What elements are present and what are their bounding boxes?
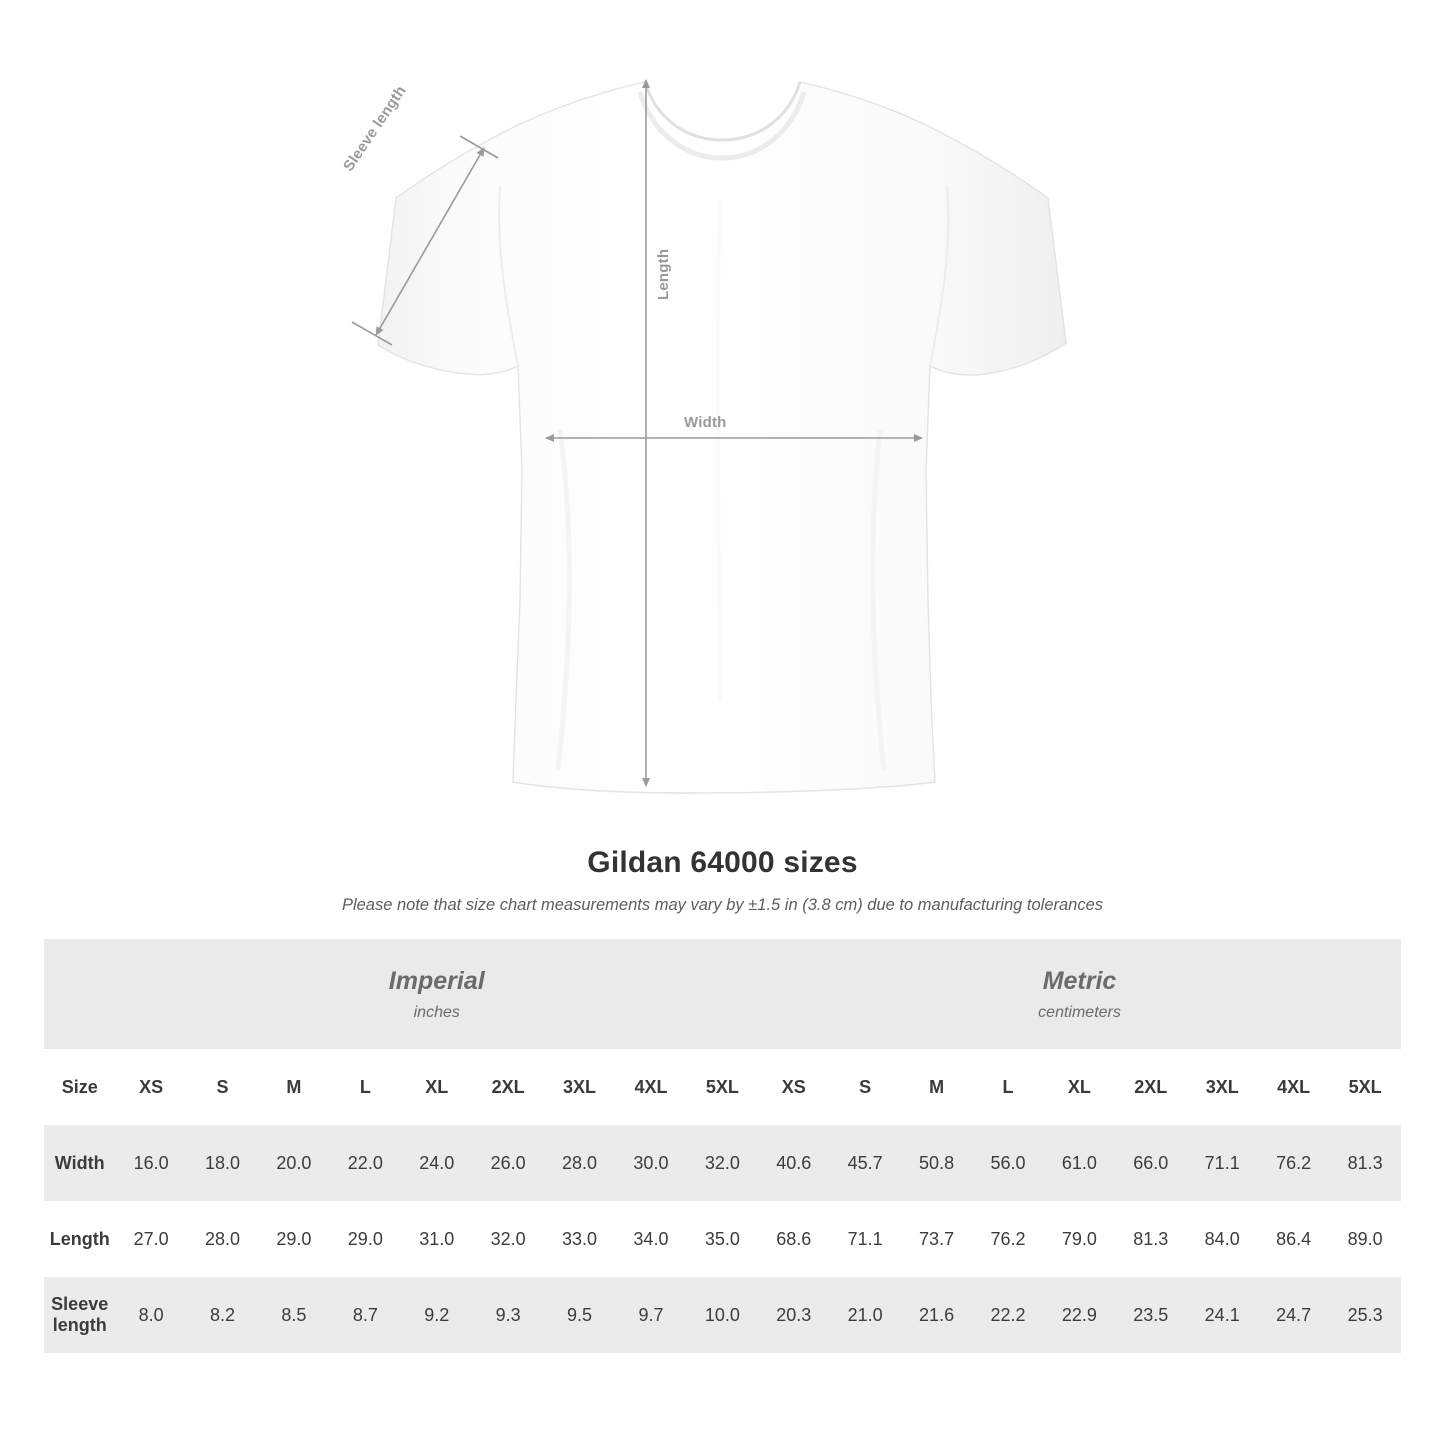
size-col-16: 4XL (1258, 1049, 1329, 1125)
cell-length-8: 35.0 (687, 1201, 758, 1277)
size-col-3: L (330, 1049, 401, 1125)
cell-sleeve-7: 9.7 (615, 1277, 686, 1353)
cell-sleeve-14: 23.5 (1115, 1277, 1186, 1353)
cell-length-2: 29.0 (258, 1201, 329, 1277)
cell-width-1: 18.0 (187, 1125, 258, 1201)
cell-length-16: 86.4 (1258, 1201, 1329, 1277)
cell-sleeve-15: 24.1 (1187, 1277, 1258, 1353)
size-col-9: XS (758, 1049, 829, 1125)
cell-width-10: 45.7 (829, 1125, 900, 1201)
cell-sleeve-11: 21.6 (901, 1277, 972, 1353)
cell-length-6: 33.0 (544, 1201, 615, 1277)
unit-group-imperial (115, 939, 758, 1049)
size-col-12: L (972, 1049, 1043, 1125)
cell-length-1: 28.0 (187, 1201, 258, 1277)
size-col-10: S (829, 1049, 900, 1125)
row-header-width: Width (44, 1125, 115, 1201)
cell-length-13: 79.0 (1044, 1201, 1115, 1277)
size-col-1: S (187, 1049, 258, 1125)
cell-sleeve-8: 10.0 (687, 1277, 758, 1353)
cell-length-15: 84.0 (1187, 1201, 1258, 1277)
cell-width-3: 22.0 (330, 1125, 401, 1201)
cell-width-14: 66.0 (1115, 1125, 1186, 1201)
cell-width-8: 32.0 (687, 1125, 758, 1201)
size-table (44, 939, 1401, 1353)
cell-width-12: 56.0 (972, 1125, 1043, 1201)
cell-width-0: 16.0 (115, 1125, 186, 1201)
tolerance-note: Please note that size chart measurements may vary by ±1.5 in (3.8 cm) due to manufacturing tolerances (341, 896, 1104, 914)
size-col-17: 5XL (1329, 1049, 1401, 1125)
size-col-5: 2XL (472, 1049, 543, 1125)
size-col-11: M (901, 1049, 972, 1125)
cell-length-5: 32.0 (472, 1201, 543, 1277)
page-title: Gildan 64000 sizes (587, 846, 858, 879)
size-col-13: XL (1044, 1049, 1115, 1125)
unit-header-spacer (44, 939, 115, 1049)
size-col-2: M (258, 1049, 329, 1125)
cell-width-7: 30.0 (615, 1125, 686, 1201)
cell-width-2: 20.0 (258, 1125, 329, 1201)
cell-sleeve-4: 9.2 (401, 1277, 472, 1353)
row-header-sleeve-length: Sleeve length (44, 1277, 115, 1353)
cell-length-14: 81.3 (1115, 1201, 1186, 1277)
cell-sleeve-2: 8.5 (258, 1277, 329, 1353)
table-row (44, 1277, 1401, 1353)
cell-width-16: 76.2 (1258, 1125, 1329, 1201)
cell-width-4: 24.0 (401, 1125, 472, 1201)
cell-length-7: 34.0 (615, 1201, 686, 1277)
unit-group-imperial-name: Imperial (388, 967, 485, 995)
size-col-14: 2XL (1115, 1049, 1186, 1125)
table-row (44, 1201, 1401, 1277)
cell-width-11: 50.8 (901, 1125, 972, 1201)
cell-length-17: 89.0 (1329, 1201, 1401, 1277)
size-col-15: 3XL (1187, 1049, 1258, 1125)
cell-sleeve-5: 9.3 (472, 1277, 543, 1353)
cell-sleeve-0: 8.0 (115, 1277, 186, 1353)
unit-group-imperial-sub: inches (413, 1004, 460, 1021)
size-col-6: 3XL (544, 1049, 615, 1125)
cell-width-5: 26.0 (472, 1125, 543, 1201)
cell-sleeve-12: 22.2 (972, 1277, 1043, 1353)
length-label: Length (655, 248, 672, 300)
cell-width-15: 71.1 (1187, 1125, 1258, 1201)
unit-group-metric-name: Metric (1042, 967, 1117, 995)
cell-length-9: 68.6 (758, 1201, 829, 1277)
size-header-row (44, 1049, 1401, 1125)
table-row (44, 1125, 1401, 1201)
cell-length-0: 27.0 (115, 1201, 186, 1277)
cell-length-4: 31.0 (401, 1201, 472, 1277)
size-table-wrapper (44, 939, 1401, 1353)
cell-sleeve-3: 8.7 (330, 1277, 401, 1353)
size-col-7: 4XL (615, 1049, 686, 1125)
sleeve-length-label: Sleeve length (340, 82, 410, 175)
size-col-0: XS (115, 1049, 186, 1125)
cell-sleeve-16: 24.7 (1258, 1277, 1329, 1353)
cell-length-3: 29.0 (330, 1201, 401, 1277)
row-header-size: Size (44, 1049, 115, 1125)
cell-sleeve-17: 25.3 (1329, 1277, 1401, 1353)
cell-width-9: 40.6 (758, 1125, 829, 1201)
cell-sleeve-1: 8.2 (187, 1277, 258, 1353)
cell-length-12: 76.2 (972, 1201, 1043, 1277)
chart-title-block (0, 846, 1445, 915)
unit-header-row (44, 939, 1401, 1049)
cell-length-11: 73.7 (901, 1201, 972, 1277)
cell-sleeve-6: 9.5 (544, 1277, 615, 1353)
size-col-4: XL (401, 1049, 472, 1125)
cell-width-17: 81.3 (1329, 1125, 1401, 1201)
width-label: Width (684, 414, 727, 431)
cell-sleeve-13: 22.9 (1044, 1277, 1115, 1353)
cell-length-10: 71.1 (829, 1201, 900, 1277)
cell-sleeve-9: 20.3 (758, 1277, 829, 1353)
cell-sleeve-10: 21.0 (829, 1277, 900, 1353)
unit-group-metric-sub: centimeters (1038, 1004, 1121, 1021)
row-header-length: Length (44, 1201, 115, 1277)
cell-width-6: 28.0 (544, 1125, 615, 1201)
size-col-8: 5XL (687, 1049, 758, 1125)
cell-width-13: 61.0 (1044, 1125, 1115, 1201)
unit-group-metric (758, 939, 1401, 1049)
